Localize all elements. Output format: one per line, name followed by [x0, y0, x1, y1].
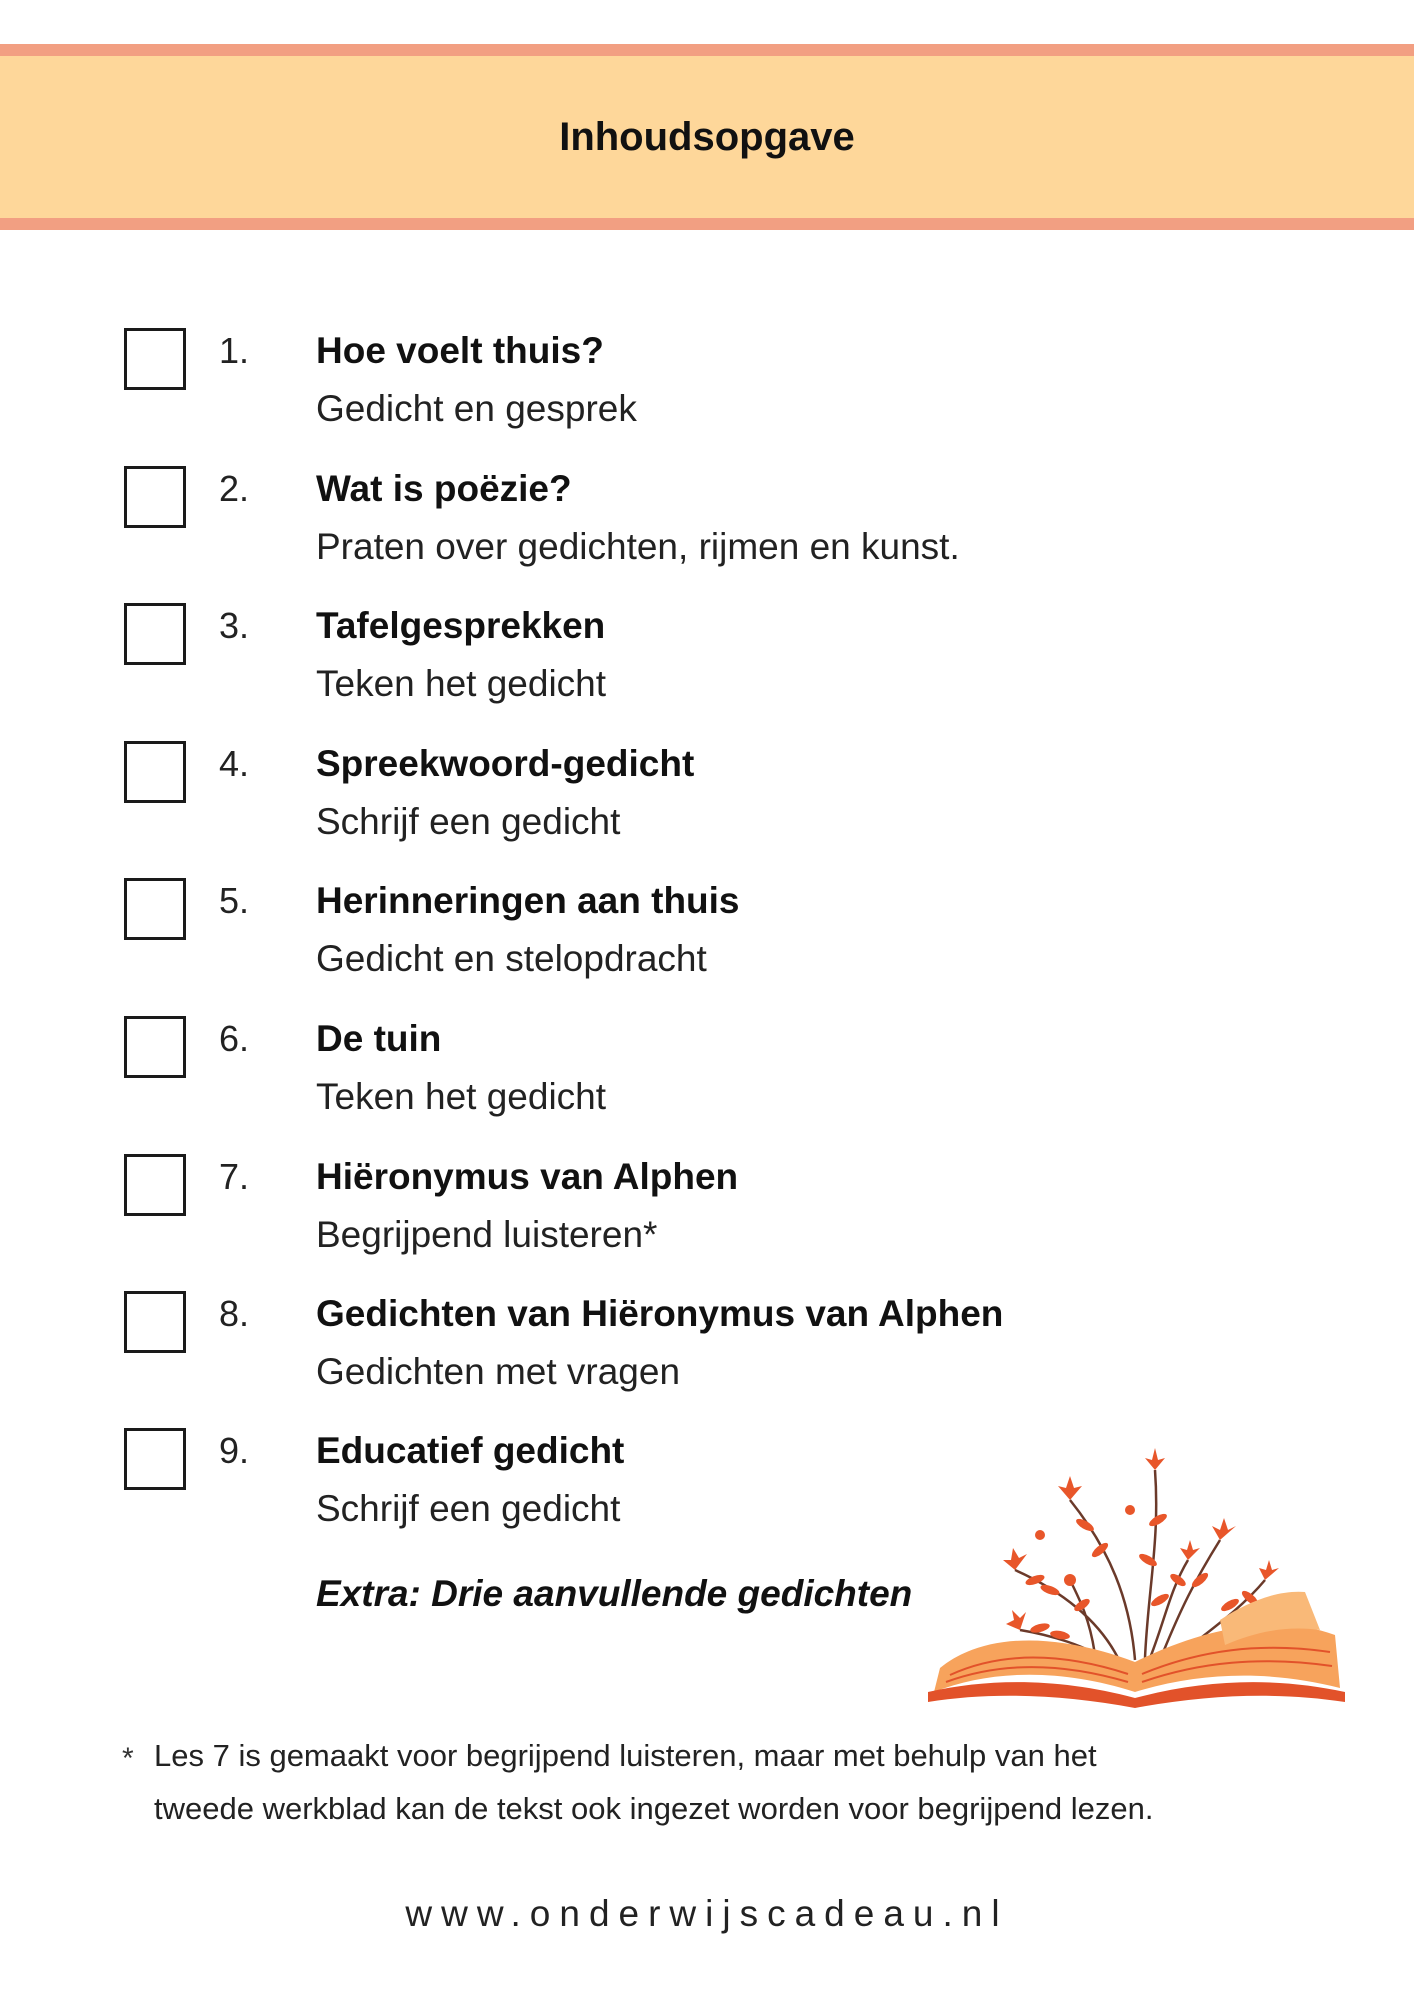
page-title: Inhoudsopgave [559, 114, 855, 159]
list-item [0, 458, 1414, 578]
checkbox-icon[interactable] [124, 328, 186, 390]
list-item [0, 1008, 1414, 1128]
item-subtitle: Schrijf een gedicht [316, 801, 621, 842]
checkbox-icon[interactable] [124, 878, 186, 940]
item-title: Wat is poëzie? [316, 468, 572, 509]
list-item [0, 595, 1414, 715]
item-number: 6. [219, 1018, 250, 1059]
checkbox-icon[interactable] [124, 1428, 186, 1490]
checkbox-icon[interactable] [124, 1016, 186, 1078]
website-url[interactable]: www.onderwijscadeau.nl [405, 1893, 1009, 1934]
item-title: Educatief gedicht [316, 1430, 625, 1471]
header-banner [0, 44, 1414, 230]
footnote-line: tweede werkblad kan de tekst ook ingezet worden voor begrijpend lezen. [154, 1791, 1154, 1826]
item-number: 4. [219, 743, 250, 784]
checkbox-icon[interactable] [124, 1291, 186, 1353]
item-number: 7. [219, 1156, 250, 1197]
item-title: Hoe voelt thuis? [316, 330, 604, 371]
item-number: 1. [219, 330, 250, 371]
list-item [0, 320, 1414, 440]
item-subtitle: Schrijf een gedicht [316, 1488, 621, 1529]
item-number: 8. [219, 1293, 250, 1334]
item-number: 2. [219, 468, 250, 509]
list-item [0, 1146, 1414, 1266]
item-title: Spreekwoord-gedicht [316, 743, 695, 784]
list-item [0, 733, 1414, 853]
item-subtitle: Teken het gedicht [316, 663, 607, 704]
checkbox-icon[interactable] [124, 603, 186, 665]
item-title: Tafelgesprekken [316, 605, 606, 646]
item-subtitle: Praten over gedichten, rijmen en kunst. [316, 526, 960, 567]
open-book-with-flowers-icon [920, 1430, 1350, 1710]
item-number: 5. [219, 880, 250, 921]
item-subtitle: Teken het gedicht [316, 1076, 607, 1117]
item-number: 3. [219, 605, 250, 646]
item-subtitle: Gedichten met vragen [316, 1351, 681, 1392]
checkbox-icon[interactable] [124, 741, 186, 803]
extra-note: Extra: Drie aanvullende gedichten [316, 1573, 913, 1614]
item-subtitle: Gedicht en gesprek [316, 388, 637, 429]
list-item [0, 870, 1414, 990]
footnote-line: Les 7 is gemaakt voor begrijpend luisteren, maar met behulp van het [154, 1738, 1097, 1773]
item-subtitle: Gedicht en stelopdracht [316, 938, 707, 979]
checkbox-icon[interactable] [124, 1154, 186, 1216]
footnote-marker: * [122, 1742, 134, 1775]
item-title: Herinneringen aan thuis [316, 880, 740, 921]
checkbox-icon[interactable] [124, 466, 186, 528]
item-title: Hiëronymus van Alphen [316, 1156, 739, 1197]
item-number: 9. [219, 1430, 250, 1471]
item-subtitle: Begrijpend luisteren* [316, 1214, 658, 1255]
item-title: Gedichten van Hiëronymus van Alphen [316, 1293, 1004, 1334]
item-title: De tuin [316, 1018, 442, 1059]
list-item [0, 1283, 1414, 1403]
